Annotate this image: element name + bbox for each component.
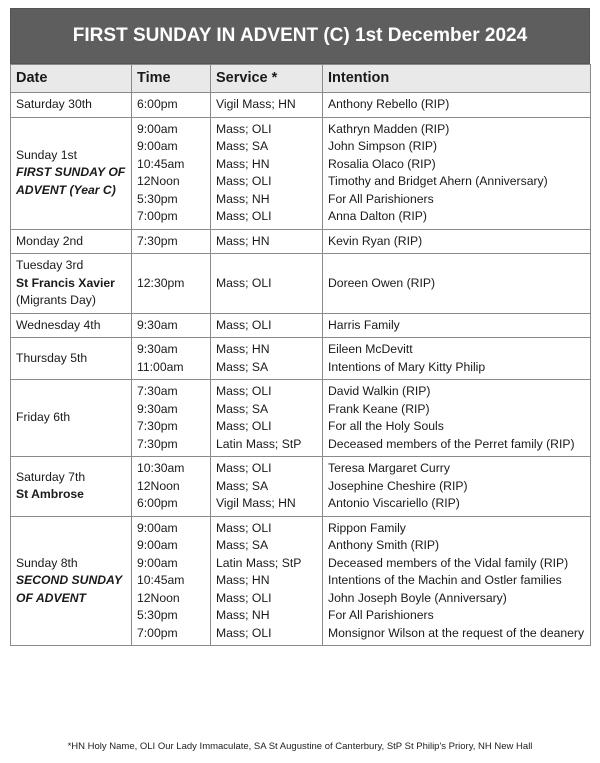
feast-label: St Francis Xavier — [16, 275, 115, 290]
service-cell — [211, 117, 323, 229]
time-entry: 11:00am — [137, 359, 184, 374]
day-label: Saturday 7th — [16, 469, 86, 484]
intention-entry: Frank Keane (RIP) — [328, 401, 430, 416]
day-label: Wednesday 4th — [16, 317, 101, 332]
time-entry: 9:30am — [137, 401, 178, 416]
intention-cell — [323, 380, 591, 457]
intention-cell — [323, 117, 591, 229]
table-row — [11, 117, 591, 229]
table-row — [11, 313, 591, 338]
feast-label: St Ambrose — [16, 487, 84, 502]
service-cell — [211, 313, 323, 338]
time-entry: 12Noon — [137, 478, 180, 493]
page-title: FIRST SUNDAY IN ADVENT (C) 1st December 2024 — [10, 8, 590, 64]
table-row — [11, 93, 591, 118]
time-cell — [132, 229, 211, 254]
feast-note: (Migrants Day) — [16, 293, 96, 307]
time-cell — [132, 93, 211, 118]
footnote: *HN Holy Name, OLI Our Lady Immaculate, SA St Augustine of Canterbury, StP St Philip's Priory, NH New Hall — [67, 741, 533, 752]
service-entry: Mass; OLI — [216, 590, 272, 605]
service-entry: Mass; NH — [216, 608, 270, 622]
intention-entry: Kevin Ryan (RIP) — [328, 233, 423, 248]
table-row — [11, 457, 591, 517]
date-cell — [11, 229, 132, 254]
time-cell — [132, 516, 211, 646]
time-cell — [132, 254, 211, 314]
service-entry: Mass; HN — [216, 342, 270, 356]
service-entry: Mass; SA — [216, 401, 269, 416]
time-entry: 7:30am — [137, 384, 178, 398]
intention-entry: Intentions of the Machin and Ostler families — [328, 573, 562, 587]
intention-cell — [323, 313, 591, 338]
time-cell — [132, 338, 211, 380]
time-entry: 12:30pm — [137, 275, 185, 290]
time-entry: 7:30pm — [137, 233, 178, 248]
date-cell — [11, 516, 132, 646]
day-label: Sunday 8th — [16, 555, 78, 570]
service-entry: Mass; OLI — [216, 209, 272, 223]
service-entry: Mass; OLI — [216, 317, 272, 332]
intention-entry: Rippon Family — [328, 520, 406, 535]
intention-entry: Deceased members of the Perret family (RIP) — [328, 436, 575, 451]
time-entry: 9:30am — [137, 317, 178, 332]
time-entry: 10:30am — [137, 461, 185, 475]
intention-cell — [323, 516, 591, 646]
time-cell — [132, 457, 211, 517]
date-cell — [11, 313, 132, 338]
service-entry: Mass; OLI — [216, 121, 272, 136]
day-label: Friday 6th — [16, 410, 71, 425]
intention-entry: Eileen McDevitt — [328, 342, 413, 356]
intention-entry: Deceased members of the Vidal family (RIP) — [328, 555, 569, 570]
day-label: Sunday 1st — [16, 147, 77, 162]
time-entry: 12Noon — [137, 174, 180, 188]
service-entry: Mass; OLI — [216, 275, 272, 290]
header-service: Service * — [211, 65, 323, 93]
intention-entry: Intentions of Mary Kitty Philip — [328, 359, 486, 374]
intention-entry: Teresa Margaret Curry — [328, 461, 450, 475]
table-row — [11, 338, 591, 380]
intention-cell — [323, 93, 591, 118]
service-cell — [211, 93, 323, 118]
service-entry: Mass; NH — [216, 191, 270, 206]
schedule-table — [10, 64, 591, 646]
service-cell — [211, 254, 323, 314]
intention-entry: John Joseph Boyle (Anniversary) — [328, 590, 507, 605]
time-entry: 9:00am — [137, 555, 178, 570]
table-row — [11, 380, 591, 457]
service-entry: Mass; SA — [216, 359, 269, 374]
intention-cell — [323, 457, 591, 517]
table-row — [11, 229, 591, 254]
service-entry: Vigil Mass; HN — [216, 496, 296, 510]
day-label: Monday 2nd — [16, 233, 84, 248]
service-entry: Mass; HN — [216, 156, 270, 171]
day-label: Thursday 5th — [16, 350, 88, 365]
service-entry: Mass; SA — [216, 139, 269, 153]
feast-label: SECOND SUNDAY OF ADVENT — [16, 573, 122, 605]
time-entry: 7:30pm — [137, 436, 178, 451]
service-cell — [211, 457, 323, 517]
intention-entry: Kathryn Madden (RIP) — [328, 121, 450, 136]
service-entry: Mass; OLI — [216, 174, 272, 188]
intention-entry: Harris Family — [328, 317, 400, 332]
intention-entry: For All Parishioners — [328, 191, 434, 206]
day-label: Saturday 30th — [16, 97, 92, 111]
service-entry: Mass; OLI — [216, 625, 272, 640]
intention-entry: Anthony Smith (RIP) — [328, 538, 440, 552]
service-cell — [211, 338, 323, 380]
time-entry: 9:00am — [137, 121, 178, 136]
service-entry: Latin Mass; StP — [216, 436, 302, 451]
time-cell — [132, 380, 211, 457]
time-entry: 9:00am — [137, 538, 178, 552]
intention-cell — [323, 338, 591, 380]
service-entry: Mass; SA — [216, 478, 269, 493]
service-entry: Mass; OLI — [216, 419, 272, 433]
date-cell — [11, 338, 132, 380]
service-entry: Mass; SA — [216, 538, 269, 552]
table-row — [11, 254, 591, 314]
intention-entry: For All Parishioners — [328, 608, 434, 622]
header-date: Date — [11, 65, 132, 93]
date-cell — [11, 93, 132, 118]
header-time: Time — [132, 65, 211, 93]
time-entry: 10:45am — [137, 573, 185, 587]
service-entry: Mass; OLI — [216, 520, 272, 535]
time-entry: 7:00pm — [137, 209, 178, 223]
mass-schedule — [10, 8, 590, 646]
time-entry: 9:00am — [137, 520, 178, 535]
time-cell — [132, 117, 211, 229]
time-entry: 10:45am — [137, 156, 185, 171]
intention-entry: Rosalia Olaco (RIP) — [328, 156, 436, 171]
time-entry: 6:00pm — [137, 97, 178, 111]
intention-cell — [323, 254, 591, 314]
table-row — [11, 516, 591, 646]
service-entry: Vigil Mass; HN — [216, 97, 296, 111]
service-cell — [211, 229, 323, 254]
time-entry: 9:00am — [137, 139, 178, 153]
intention-entry: Anna Dalton (RIP) — [328, 209, 427, 223]
service-entry: Mass; OLI — [216, 384, 272, 398]
service-entry: Latin Mass; StP — [216, 555, 302, 570]
date-cell — [11, 457, 132, 517]
service-entry: Mass; OLI — [216, 461, 272, 475]
intention-entry: For all the Holy Souls — [328, 419, 444, 433]
date-cell — [11, 254, 132, 314]
service-cell — [211, 380, 323, 457]
intention-entry: Doreen Owen (RIP) — [328, 275, 436, 290]
intention-entry: Monsignor Wilson at the request of the deanery — [328, 625, 585, 640]
time-entry: 12Noon — [137, 590, 180, 605]
date-cell — [11, 380, 132, 457]
service-cell — [211, 516, 323, 646]
table-header-row — [11, 65, 591, 93]
time-entry: 7:00pm — [137, 625, 178, 640]
intention-entry: John Simpson (RIP) — [328, 139, 438, 153]
intention-entry: Anthony Rebello (RIP) — [328, 97, 450, 111]
intention-entry: Antonio Viscariello (RIP) — [328, 496, 460, 510]
time-entry: 7:30pm — [137, 419, 178, 433]
header-intention: Intention — [323, 65, 591, 93]
service-entry: Mass; HN — [216, 233, 270, 248]
intention-entry: Timothy and Bridget Ahern (Anniversary) — [328, 174, 548, 188]
date-cell — [11, 117, 132, 229]
time-entry: 5:30pm — [137, 191, 178, 206]
intention-entry: Josephine Cheshire (RIP) — [328, 478, 468, 493]
intention-entry: David Walkin (RIP) — [328, 384, 431, 398]
day-label: Tuesday 3rd — [16, 258, 84, 272]
feast-label: FIRST SUNDAY OF ADVENT (Year C) — [16, 165, 126, 197]
time-entry: 5:30pm — [137, 608, 178, 622]
service-entry: Mass; HN — [216, 573, 270, 587]
intention-cell — [323, 229, 591, 254]
time-entry: 6:00pm — [137, 496, 178, 510]
time-entry: 9:30am — [137, 342, 178, 356]
time-cell — [132, 313, 211, 338]
